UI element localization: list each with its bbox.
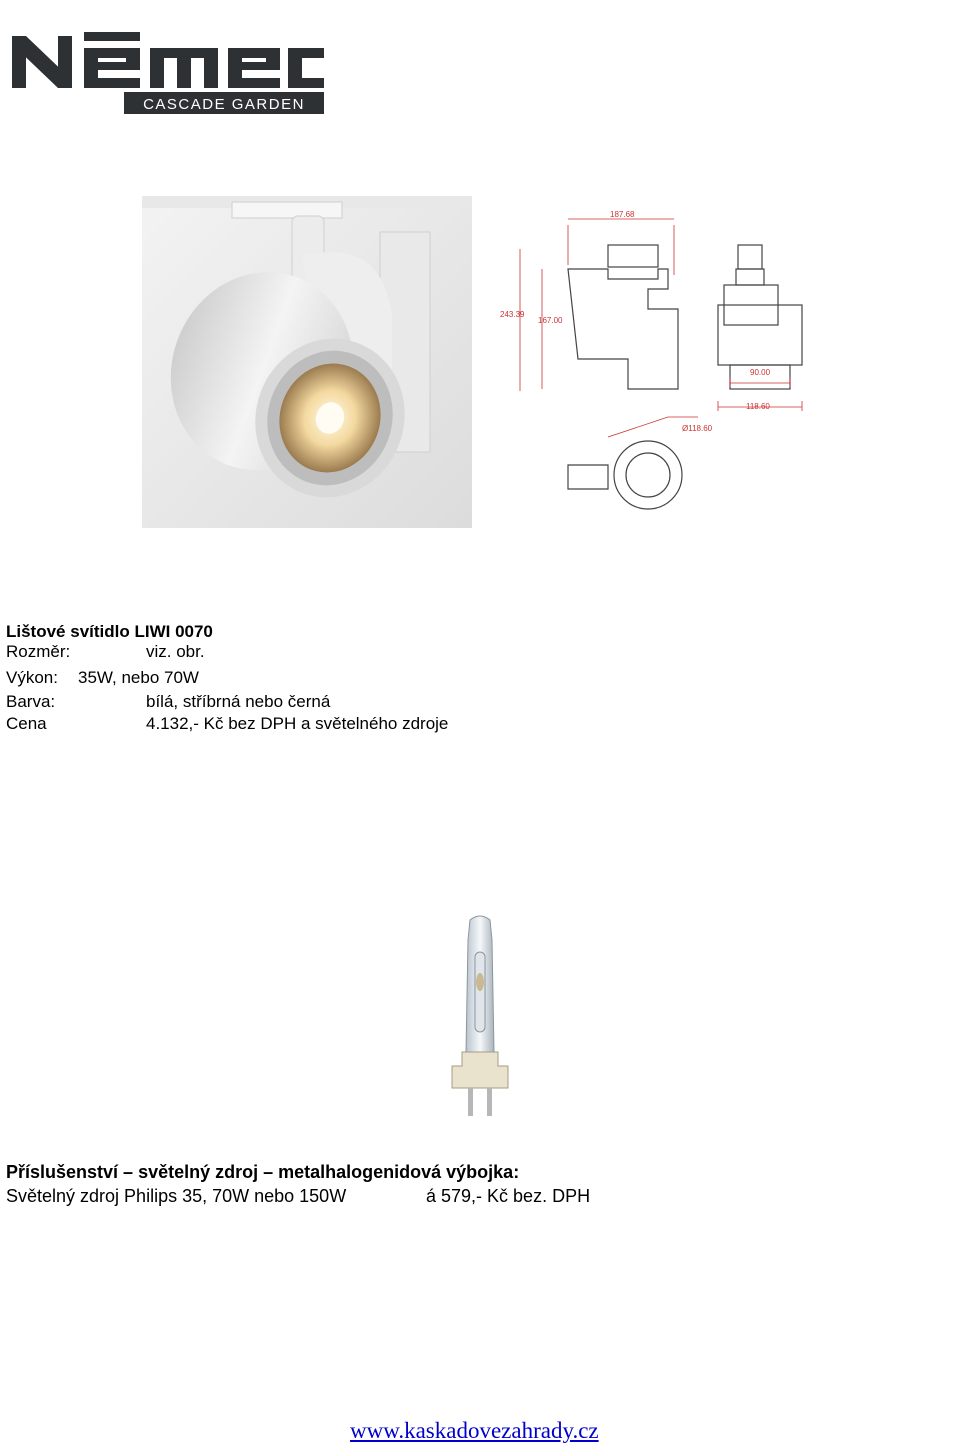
drawing-label: 118.60 bbox=[746, 402, 770, 411]
spec-value: 4.132,- Kč bez DPH a světelného zdroje bbox=[146, 714, 449, 733]
accessory-price: á 579,- Kč bez. DPH bbox=[426, 1186, 591, 1206]
spec-value: viz. obr. bbox=[146, 642, 205, 661]
drawing-label: 243.39 bbox=[500, 310, 525, 319]
spec-value: 35W, nebo 70W bbox=[78, 668, 199, 687]
spec-label: Výkon: bbox=[6, 668, 58, 687]
product-title: Lištové svítidlo LIWI 0070 bbox=[6, 622, 213, 641]
nemec-logo bbox=[12, 30, 324, 116]
accessory-item: Světelný zdroj Philips 35, 70W nebo 150W bbox=[6, 1186, 347, 1206]
drawing-label: Ø118.60 bbox=[682, 424, 713, 433]
spec-label: Rozměr: bbox=[6, 642, 71, 661]
lamp-photo bbox=[440, 912, 520, 1122]
spec-label: Barva: bbox=[6, 692, 56, 711]
drawing-label: 187.68 bbox=[610, 210, 635, 219]
spec-value: bílá, stříbrná nebo černá bbox=[146, 692, 331, 711]
technical-drawing bbox=[498, 205, 808, 527]
footer-website-link[interactable]: www.kaskadovezahrady.cz bbox=[350, 1418, 599, 1443]
spotlight-photo bbox=[142, 196, 472, 528]
accessory-heading: Příslušenství – světelný zdroj – metalhalogenidová výbojka: bbox=[6, 1162, 520, 1182]
drawing-label: 167.00 bbox=[538, 316, 563, 325]
logo-tagline: CASCADE GARDEN bbox=[143, 96, 305, 113]
drawing-label: 90.00 bbox=[750, 368, 771, 377]
spec-label: Cena bbox=[6, 714, 47, 733]
